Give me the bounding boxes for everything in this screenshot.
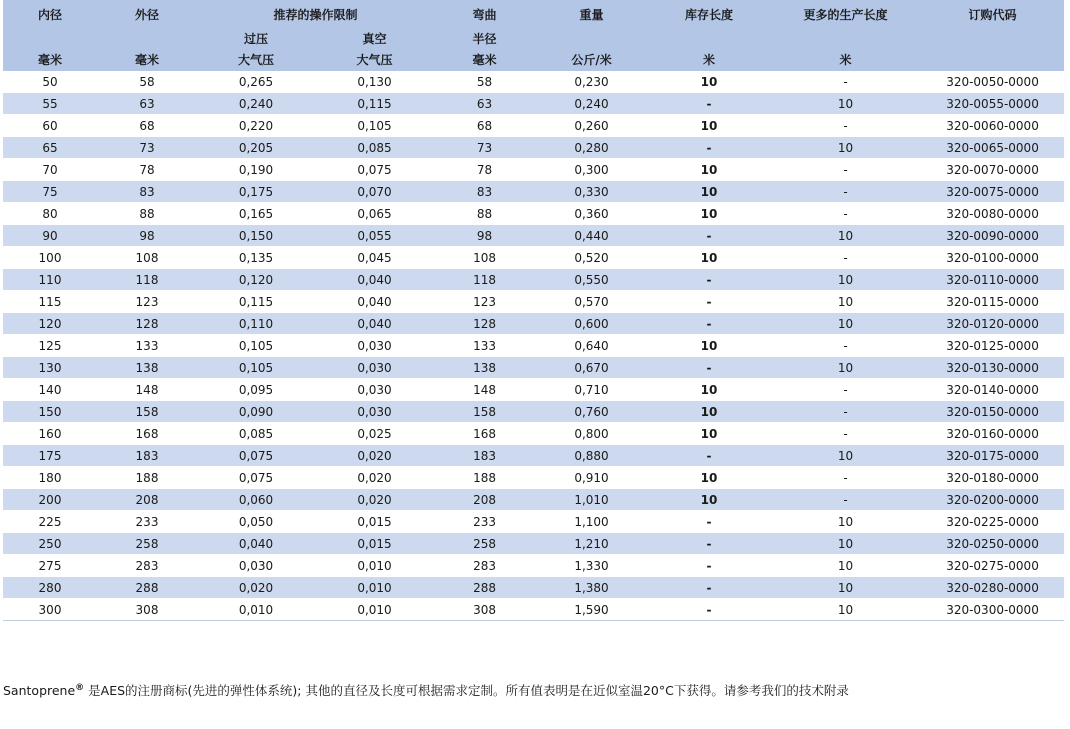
table-row [3, 115, 1064, 137]
cell-inner-diameter: 175 [3, 445, 97, 467]
footnote [3, 683, 1063, 699]
cell-outer-diameter: 123 [97, 291, 197, 313]
header-inner-diameter: 内径 [3, 0, 97, 26]
cell-stock-length: 10 [648, 115, 770, 137]
cell-order-code: 320-0060-0000 [921, 115, 1064, 137]
hose-spec-table [3, 0, 1064, 621]
cell-inner-diameter: 125 [3, 335, 97, 357]
cell-bend-radius: 208 [434, 489, 535, 511]
cell-vacuum: 0,070 [315, 181, 434, 203]
header-empty [97, 26, 197, 50]
unit-bend-radius: 毫米 [434, 50, 535, 71]
cell-order-code: 320-0120-0000 [921, 313, 1064, 335]
cell-outer-diameter: 73 [97, 137, 197, 159]
footnote-brand: Santoprene [3, 683, 76, 698]
cell-outer-diameter: 108 [97, 247, 197, 269]
footnote-text: 是AES的注册商标(先进的弹性体系统); 其他的直径及长度可根据需求定制。所有值表明是在近似室温20°C下获得。请参考我们的技术附录 [84, 683, 849, 698]
cell-more-production-length: 10 [770, 93, 921, 115]
cell-order-code: 320-0115-0000 [921, 291, 1064, 313]
cell-stock-length: - [648, 137, 770, 159]
cell-order-code: 320-0280-0000 [921, 577, 1064, 599]
cell-vacuum: 0,020 [315, 489, 434, 511]
unit-more-production-length: 米 [770, 50, 921, 71]
cell-more-production-length: - [770, 71, 921, 93]
cell-more-production-length: - [770, 203, 921, 225]
cell-inner-diameter: 180 [3, 467, 97, 489]
table-body [3, 71, 1064, 621]
cell-weight: 0,640 [535, 335, 648, 357]
cell-weight: 0,260 [535, 115, 648, 137]
cell-overpressure: 0,095 [197, 379, 315, 401]
cell-outer-diameter: 98 [97, 225, 197, 247]
cell-stock-length: - [648, 577, 770, 599]
cell-vacuum: 0,040 [315, 313, 434, 335]
cell-inner-diameter: 250 [3, 533, 97, 555]
cell-outer-diameter: 183 [97, 445, 197, 467]
cell-order-code: 320-0225-0000 [921, 511, 1064, 533]
header-outer-diameter: 外径 [97, 0, 197, 26]
cell-outer-diameter: 168 [97, 423, 197, 445]
cell-vacuum: 0,020 [315, 445, 434, 467]
cell-bend-radius: 168 [434, 423, 535, 445]
cell-more-production-length: 10 [770, 555, 921, 577]
cell-weight: 0,600 [535, 313, 648, 335]
cell-bend-radius: 308 [434, 599, 535, 621]
cell-order-code: 320-0160-0000 [921, 423, 1064, 445]
cell-weight: 1,380 [535, 577, 648, 599]
cell-order-code: 320-0065-0000 [921, 137, 1064, 159]
cell-weight: 1,010 [535, 489, 648, 511]
cell-order-code: 320-0200-0000 [921, 489, 1064, 511]
cell-vacuum: 0,010 [315, 555, 434, 577]
header-stock-length: 库存长度 [648, 0, 770, 26]
table-header [3, 0, 1064, 71]
cell-weight: 0,910 [535, 467, 648, 489]
cell-weight: 1,590 [535, 599, 648, 621]
cell-inner-diameter: 300 [3, 599, 97, 621]
cell-outer-diameter: 128 [97, 313, 197, 335]
cell-vacuum: 0,015 [315, 533, 434, 555]
table-row [3, 467, 1064, 489]
cell-weight: 0,360 [535, 203, 648, 225]
cell-inner-diameter: 275 [3, 555, 97, 577]
cell-weight: 0,440 [535, 225, 648, 247]
cell-inner-diameter: 50 [3, 71, 97, 93]
cell-outer-diameter: 83 [97, 181, 197, 203]
cell-stock-length: 10 [648, 335, 770, 357]
cell-weight: 0,300 [535, 159, 648, 181]
cell-weight: 0,550 [535, 269, 648, 291]
cell-inner-diameter: 160 [3, 423, 97, 445]
cell-inner-diameter: 60 [3, 115, 97, 137]
cell-overpressure: 0,265 [197, 71, 315, 93]
cell-vacuum: 0,105 [315, 115, 434, 137]
cell-order-code: 320-0075-0000 [921, 181, 1064, 203]
cell-order-code: 320-0080-0000 [921, 203, 1064, 225]
header-weight: 重量 [535, 0, 648, 26]
cell-overpressure: 0,090 [197, 401, 315, 423]
cell-stock-length: 10 [648, 181, 770, 203]
cell-stock-length: 10 [648, 379, 770, 401]
header-empty [648, 26, 770, 50]
cell-more-production-length: 10 [770, 533, 921, 555]
cell-vacuum: 0,020 [315, 467, 434, 489]
cell-more-production-length: - [770, 379, 921, 401]
cell-overpressure: 0,030 [197, 555, 315, 577]
cell-outer-diameter: 68 [97, 115, 197, 137]
cell-order-code: 320-0125-0000 [921, 335, 1064, 357]
cell-vacuum: 0,085 [315, 137, 434, 159]
cell-inner-diameter: 200 [3, 489, 97, 511]
header-radius: 半径 [434, 26, 535, 50]
header-operating-limits: 推荐的操作限制 [197, 0, 434, 26]
cell-stock-length: 10 [648, 71, 770, 93]
cell-stock-length: - [648, 533, 770, 555]
header-bend: 弯曲 [434, 0, 535, 26]
cell-outer-diameter: 63 [97, 93, 197, 115]
cell-order-code: 320-0110-0000 [921, 269, 1064, 291]
table-row [3, 269, 1064, 291]
cell-weight: 0,800 [535, 423, 648, 445]
cell-bend-radius: 108 [434, 247, 535, 269]
cell-stock-length: 10 [648, 401, 770, 423]
table-row [3, 203, 1064, 225]
cell-bend-radius: 283 [434, 555, 535, 577]
cell-stock-length: - [648, 225, 770, 247]
header-row-1 [3, 0, 1064, 26]
cell-overpressure: 0,190 [197, 159, 315, 181]
cell-outer-diameter: 148 [97, 379, 197, 401]
cell-inner-diameter: 100 [3, 247, 97, 269]
cell-more-production-length: - [770, 181, 921, 203]
cell-stock-length: 10 [648, 423, 770, 445]
cell-more-production-length: 10 [770, 599, 921, 621]
cell-order-code: 320-0050-0000 [921, 71, 1064, 93]
cell-more-production-length: 10 [770, 577, 921, 599]
cell-stock-length: - [648, 511, 770, 533]
header-more-production-length: 更多的生产长度 [770, 0, 921, 26]
table-row [3, 357, 1064, 379]
cell-overpressure: 0,085 [197, 423, 315, 445]
cell-vacuum: 0,025 [315, 423, 434, 445]
cell-inner-diameter: 280 [3, 577, 97, 599]
table-row [3, 247, 1064, 269]
cell-inner-diameter: 110 [3, 269, 97, 291]
cell-inner-diameter: 130 [3, 357, 97, 379]
cell-vacuum: 0,030 [315, 335, 434, 357]
cell-more-production-length: - [770, 423, 921, 445]
cell-outer-diameter: 138 [97, 357, 197, 379]
cell-bend-radius: 123 [434, 291, 535, 313]
cell-inner-diameter: 80 [3, 203, 97, 225]
cell-order-code: 320-0070-0000 [921, 159, 1064, 181]
cell-bend-radius: 148 [434, 379, 535, 401]
cell-overpressure: 0,060 [197, 489, 315, 511]
header-order-code: 订购代码 [921, 0, 1064, 26]
cell-weight: 0,710 [535, 379, 648, 401]
cell-outer-diameter: 78 [97, 159, 197, 181]
cell-more-production-length: - [770, 467, 921, 489]
cell-overpressure: 0,115 [197, 291, 315, 313]
cell-overpressure: 0,010 [197, 599, 315, 621]
cell-stock-length: - [648, 555, 770, 577]
cell-outer-diameter: 133 [97, 335, 197, 357]
table-row [3, 313, 1064, 335]
cell-inner-diameter: 90 [3, 225, 97, 247]
cell-weight: 0,760 [535, 401, 648, 423]
cell-order-code: 320-0130-0000 [921, 357, 1064, 379]
cell-more-production-length: 10 [770, 445, 921, 467]
cell-inner-diameter: 70 [3, 159, 97, 181]
cell-weight: 0,240 [535, 93, 648, 115]
table-row [3, 401, 1064, 423]
header-empty [535, 26, 648, 50]
cell-bend-radius: 133 [434, 335, 535, 357]
table-row [3, 379, 1064, 401]
cell-stock-length: 10 [648, 203, 770, 225]
cell-vacuum: 0,030 [315, 379, 434, 401]
table-row [3, 159, 1064, 181]
cell-outer-diameter: 258 [97, 533, 197, 555]
cell-stock-length: - [648, 269, 770, 291]
table-row [3, 445, 1064, 467]
registered-mark: ® [75, 682, 85, 693]
cell-overpressure: 0,205 [197, 137, 315, 159]
cell-weight: 1,210 [535, 533, 648, 555]
cell-order-code: 320-0180-0000 [921, 467, 1064, 489]
cell-more-production-length: - [770, 115, 921, 137]
unit-stock-length: 米 [648, 50, 770, 71]
cell-overpressure: 0,020 [197, 577, 315, 599]
table-row [3, 181, 1064, 203]
cell-vacuum: 0,010 [315, 599, 434, 621]
cell-bend-radius: 233 [434, 511, 535, 533]
cell-vacuum: 0,040 [315, 269, 434, 291]
cell-order-code: 320-0175-0000 [921, 445, 1064, 467]
cell-outer-diameter: 158 [97, 401, 197, 423]
cell-weight: 1,100 [535, 511, 648, 533]
cell-weight: 1,330 [535, 555, 648, 577]
cell-weight: 0,570 [535, 291, 648, 313]
unit-outer-diameter: 毫米 [97, 50, 197, 71]
cell-stock-length: - [648, 313, 770, 335]
cell-weight: 0,880 [535, 445, 648, 467]
cell-overpressure: 0,110 [197, 313, 315, 335]
cell-outer-diameter: 58 [97, 71, 197, 93]
cell-overpressure: 0,220 [197, 115, 315, 137]
cell-more-production-length: 10 [770, 313, 921, 335]
cell-inner-diameter: 120 [3, 313, 97, 335]
cell-weight: 0,230 [535, 71, 648, 93]
cell-vacuum: 0,040 [315, 291, 434, 313]
header-empty [921, 26, 1064, 50]
cell-overpressure: 0,075 [197, 467, 315, 489]
table-row [3, 71, 1064, 93]
cell-bend-radius: 83 [434, 181, 535, 203]
header-units-row [3, 50, 1064, 71]
cell-overpressure: 0,150 [197, 225, 315, 247]
cell-overpressure: 0,175 [197, 181, 315, 203]
cell-order-code: 320-0300-0000 [921, 599, 1064, 621]
cell-order-code: 320-0090-0000 [921, 225, 1064, 247]
table-row [3, 511, 1064, 533]
cell-bend-radius: 158 [434, 401, 535, 423]
table-row [3, 599, 1064, 621]
cell-vacuum: 0,030 [315, 357, 434, 379]
table-row [3, 489, 1064, 511]
header-overpressure: 过压 [197, 26, 315, 50]
cell-vacuum: 0,115 [315, 93, 434, 115]
cell-overpressure: 0,240 [197, 93, 315, 115]
cell-bend-radius: 73 [434, 137, 535, 159]
cell-outer-diameter: 188 [97, 467, 197, 489]
cell-more-production-length: 10 [770, 269, 921, 291]
cell-more-production-length: - [770, 489, 921, 511]
cell-bend-radius: 63 [434, 93, 535, 115]
table-row [3, 577, 1064, 599]
cell-vacuum: 0,045 [315, 247, 434, 269]
cell-stock-length: 10 [648, 467, 770, 489]
cell-order-code: 320-0250-0000 [921, 533, 1064, 555]
cell-outer-diameter: 233 [97, 511, 197, 533]
table-row [3, 335, 1064, 357]
cell-more-production-length: 10 [770, 511, 921, 533]
cell-more-production-length: 10 [770, 137, 921, 159]
cell-outer-diameter: 283 [97, 555, 197, 577]
cell-stock-length: - [648, 445, 770, 467]
cell-more-production-length: - [770, 335, 921, 357]
cell-overpressure: 0,165 [197, 203, 315, 225]
cell-order-code: 320-0055-0000 [921, 93, 1064, 115]
cell-outer-diameter: 88 [97, 203, 197, 225]
cell-more-production-length: - [770, 247, 921, 269]
cell-bend-radius: 128 [434, 313, 535, 335]
cell-stock-length: - [648, 93, 770, 115]
unit-weight: 公斤/米 [535, 50, 648, 71]
cell-order-code: 320-0150-0000 [921, 401, 1064, 423]
cell-stock-length: - [648, 291, 770, 313]
cell-weight: 0,670 [535, 357, 648, 379]
cell-outer-diameter: 208 [97, 489, 197, 511]
header-row-2 [3, 26, 1064, 50]
cell-overpressure: 0,105 [197, 357, 315, 379]
cell-bend-radius: 258 [434, 533, 535, 555]
cell-inner-diameter: 150 [3, 401, 97, 423]
header-empty [770, 26, 921, 50]
cell-vacuum: 0,130 [315, 71, 434, 93]
cell-bend-radius: 98 [434, 225, 535, 247]
header-empty [3, 26, 97, 50]
cell-bend-radius: 78 [434, 159, 535, 181]
cell-outer-diameter: 288 [97, 577, 197, 599]
unit-overpressure: 大气压 [197, 50, 315, 71]
cell-overpressure: 0,075 [197, 445, 315, 467]
cell-overpressure: 0,135 [197, 247, 315, 269]
cell-bend-radius: 138 [434, 357, 535, 379]
cell-outer-diameter: 308 [97, 599, 197, 621]
cell-order-code: 320-0100-0000 [921, 247, 1064, 269]
cell-vacuum: 0,075 [315, 159, 434, 181]
table-row [3, 533, 1064, 555]
table-row [3, 225, 1064, 247]
cell-vacuum: 0,065 [315, 203, 434, 225]
table-row [3, 137, 1064, 159]
cell-bend-radius: 68 [434, 115, 535, 137]
cell-overpressure: 0,120 [197, 269, 315, 291]
cell-inner-diameter: 75 [3, 181, 97, 203]
cell-stock-length: - [648, 357, 770, 379]
cell-more-production-length: - [770, 401, 921, 423]
cell-inner-diameter: 115 [3, 291, 97, 313]
cell-more-production-length: 10 [770, 357, 921, 379]
table-row [3, 423, 1064, 445]
cell-more-production-length: 10 [770, 225, 921, 247]
cell-outer-diameter: 118 [97, 269, 197, 291]
cell-overpressure: 0,050 [197, 511, 315, 533]
unit-vacuum: 大气压 [315, 50, 434, 71]
cell-inner-diameter: 65 [3, 137, 97, 159]
cell-vacuum: 0,055 [315, 225, 434, 247]
unit-inner-diameter: 毫米 [3, 50, 97, 71]
table-row [3, 555, 1064, 577]
cell-stock-length: 10 [648, 489, 770, 511]
cell-bend-radius: 188 [434, 467, 535, 489]
cell-bend-radius: 118 [434, 269, 535, 291]
cell-bend-radius: 58 [434, 71, 535, 93]
cell-stock-length: - [648, 599, 770, 621]
cell-stock-length: 10 [648, 247, 770, 269]
cell-inner-diameter: 140 [3, 379, 97, 401]
cell-inner-diameter: 55 [3, 93, 97, 115]
cell-overpressure: 0,040 [197, 533, 315, 555]
cell-bend-radius: 88 [434, 203, 535, 225]
cell-order-code: 320-0140-0000 [921, 379, 1064, 401]
cell-order-code: 320-0275-0000 [921, 555, 1064, 577]
cell-inner-diameter: 225 [3, 511, 97, 533]
header-vacuum: 真空 [315, 26, 434, 50]
cell-overpressure: 0,105 [197, 335, 315, 357]
cell-vacuum: 0,030 [315, 401, 434, 423]
cell-more-production-length: - [770, 159, 921, 181]
cell-more-production-length: 10 [770, 291, 921, 313]
cell-weight: 0,330 [535, 181, 648, 203]
table-row [3, 93, 1064, 115]
cell-bend-radius: 288 [434, 577, 535, 599]
cell-weight: 0,520 [535, 247, 648, 269]
cell-vacuum: 0,015 [315, 511, 434, 533]
cell-weight: 0,280 [535, 137, 648, 159]
cell-bend-radius: 183 [434, 445, 535, 467]
unit-empty [921, 50, 1064, 71]
cell-vacuum: 0,010 [315, 577, 434, 599]
cell-stock-length: 10 [648, 159, 770, 181]
table-row [3, 291, 1064, 313]
